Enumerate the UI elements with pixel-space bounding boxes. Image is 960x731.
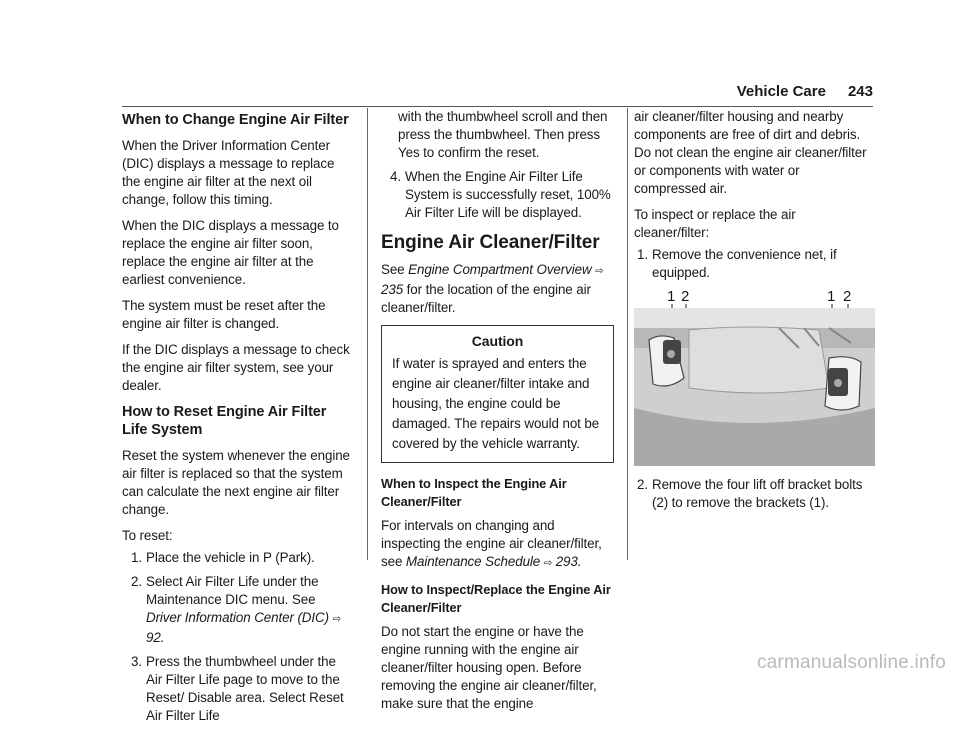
caution-body: If water is sprayed and enters the engine air cleaner/filter intake and housing, the engine could be damaged. The repairs would not be covered by the vehicle warranty. <box>392 356 600 451</box>
xref-link[interactable]: Engine Compartment Overview <box>408 262 592 277</box>
xref-link[interactable]: Driver Information Center (DIC) <box>146 610 329 625</box>
paragraph: Reset the system whenever the engine air filter is replaced so that the system can calculate the next engine air filter change. <box>122 448 350 517</box>
step-text: Remove the convenience net, if equipped. <box>652 247 837 280</box>
step-text: When the Engine Air Filter Life System is successfully reset, 100% Air Filter Life will be displayed. <box>405 169 611 220</box>
engine-compartment-illustration <box>629 288 875 466</box>
subheading-when-to-inspect: When to Inspect the Engine Air Cleaner/Filter <box>381 476 567 509</box>
caution-title: Caution <box>471 333 524 349</box>
list-item <box>381 168 614 222</box>
caution-box <box>381 325 614 463</box>
list-item <box>628 476 874 512</box>
callout-label: 2 <box>843 288 852 305</box>
heading-how-to-reset: How to Reset Engine Air Filter Life System <box>122 404 327 438</box>
paragraph: For intervals on changing and inspecting the engine air cleaner/filter, see Maintenance Schedule ⇨ 293. <box>381 518 602 569</box>
section-title: Vehicle Care <box>736 83 826 100</box>
step-number: 3. <box>131 654 142 669</box>
step-number: 1. <box>637 247 648 262</box>
callout-label: 1 <box>667 288 676 305</box>
xref-page[interactable]: 235 <box>381 282 404 297</box>
paragraph: To inspect or replace the air cleaner/filter: <box>634 207 796 240</box>
section-heading: Engine Air Cleaner/Filter <box>381 232 600 253</box>
paragraph: To reset: <box>122 528 173 543</box>
list-item <box>628 246 874 282</box>
paragraph: When the DIC displays a message to replace the engine air filter soon, replace the engine air filter at the earliest convenience. <box>122 218 339 287</box>
paragraph: air cleaner/filter housing and nearby components are free of dirt and debris. Do not clean the engine air cleaner/filter or components with water or compressed air. <box>634 109 867 196</box>
step-number: 4. <box>390 169 401 184</box>
column-2 <box>381 108 614 721</box>
step-text: Place the vehicle in P (Park). <box>146 550 315 565</box>
step-text: Remove the four lift off bracket bolts (2) to remove the brackets (1). <box>652 477 863 510</box>
step-number: 2. <box>637 477 648 492</box>
air-filter-figure <box>629 288 875 466</box>
step-text: Select Air Filter Life under the Maintenance DIC menu. See <box>146 574 319 607</box>
list-item <box>122 573 352 647</box>
page-header <box>737 83 873 100</box>
callout-label: 1 <box>827 288 836 305</box>
xref-page[interactable]: 293. <box>555 554 582 569</box>
page-number: 243 <box>847 83 873 100</box>
page-ref-arrow-icon: ⇨ <box>543 558 553 569</box>
paragraph: See Engine Compartment Overview ⇨ 235 for the location of the engine air cleaner/filter. <box>381 262 604 315</box>
paragraph: Do not start the engine or have the engine running with the engine air cleaner/filter housing open. Before removing the engine air cleaner/filter, make sure that the engine <box>381 624 597 711</box>
page-ref-arrow-icon: ⇨ <box>332 614 341 625</box>
step-number: 2. <box>131 574 142 589</box>
header-rule <box>122 106 873 107</box>
callout-label: 2 <box>681 288 690 305</box>
step-text: Press the thumbwheel under the Air Filter Life page to move to the Reset/ Disable area. Select Reset Air Filter Life <box>146 654 344 723</box>
step-continuation: with the thumbwheel scroll and then press the thumbwheel. Then press Yes to confirm the reset. <box>398 109 608 160</box>
page-ref-arrow-icon: ⇨ <box>595 266 604 277</box>
column-divider <box>367 108 368 560</box>
subheading-how-to-inspect: How to Inspect/Replace the Engine Air Cleaner/Filter <box>381 582 611 615</box>
xref-page[interactable]: 92. <box>146 630 165 645</box>
column-1 <box>122 108 352 731</box>
paragraph: When the Driver Information Center (DIC) displays a message to replace the engine air filter at the next oil change, follow this timing. <box>122 138 335 207</box>
list-item <box>122 653 352 725</box>
column-3 <box>634 108 874 518</box>
xref-link[interactable]: Maintenance Schedule <box>405 554 541 569</box>
watermark: carmanualsonline.info <box>756 652 946 673</box>
paragraph: If the DIC displays a message to check the engine air filter system, see your dealer. <box>122 342 350 393</box>
heading-when-to-change: When to Change Engine Air Filter <box>122 112 349 128</box>
paragraph: The system must be reset after the engine air filter is changed. <box>122 298 326 331</box>
list-item <box>122 549 352 567</box>
step-number: 1. <box>131 550 142 565</box>
